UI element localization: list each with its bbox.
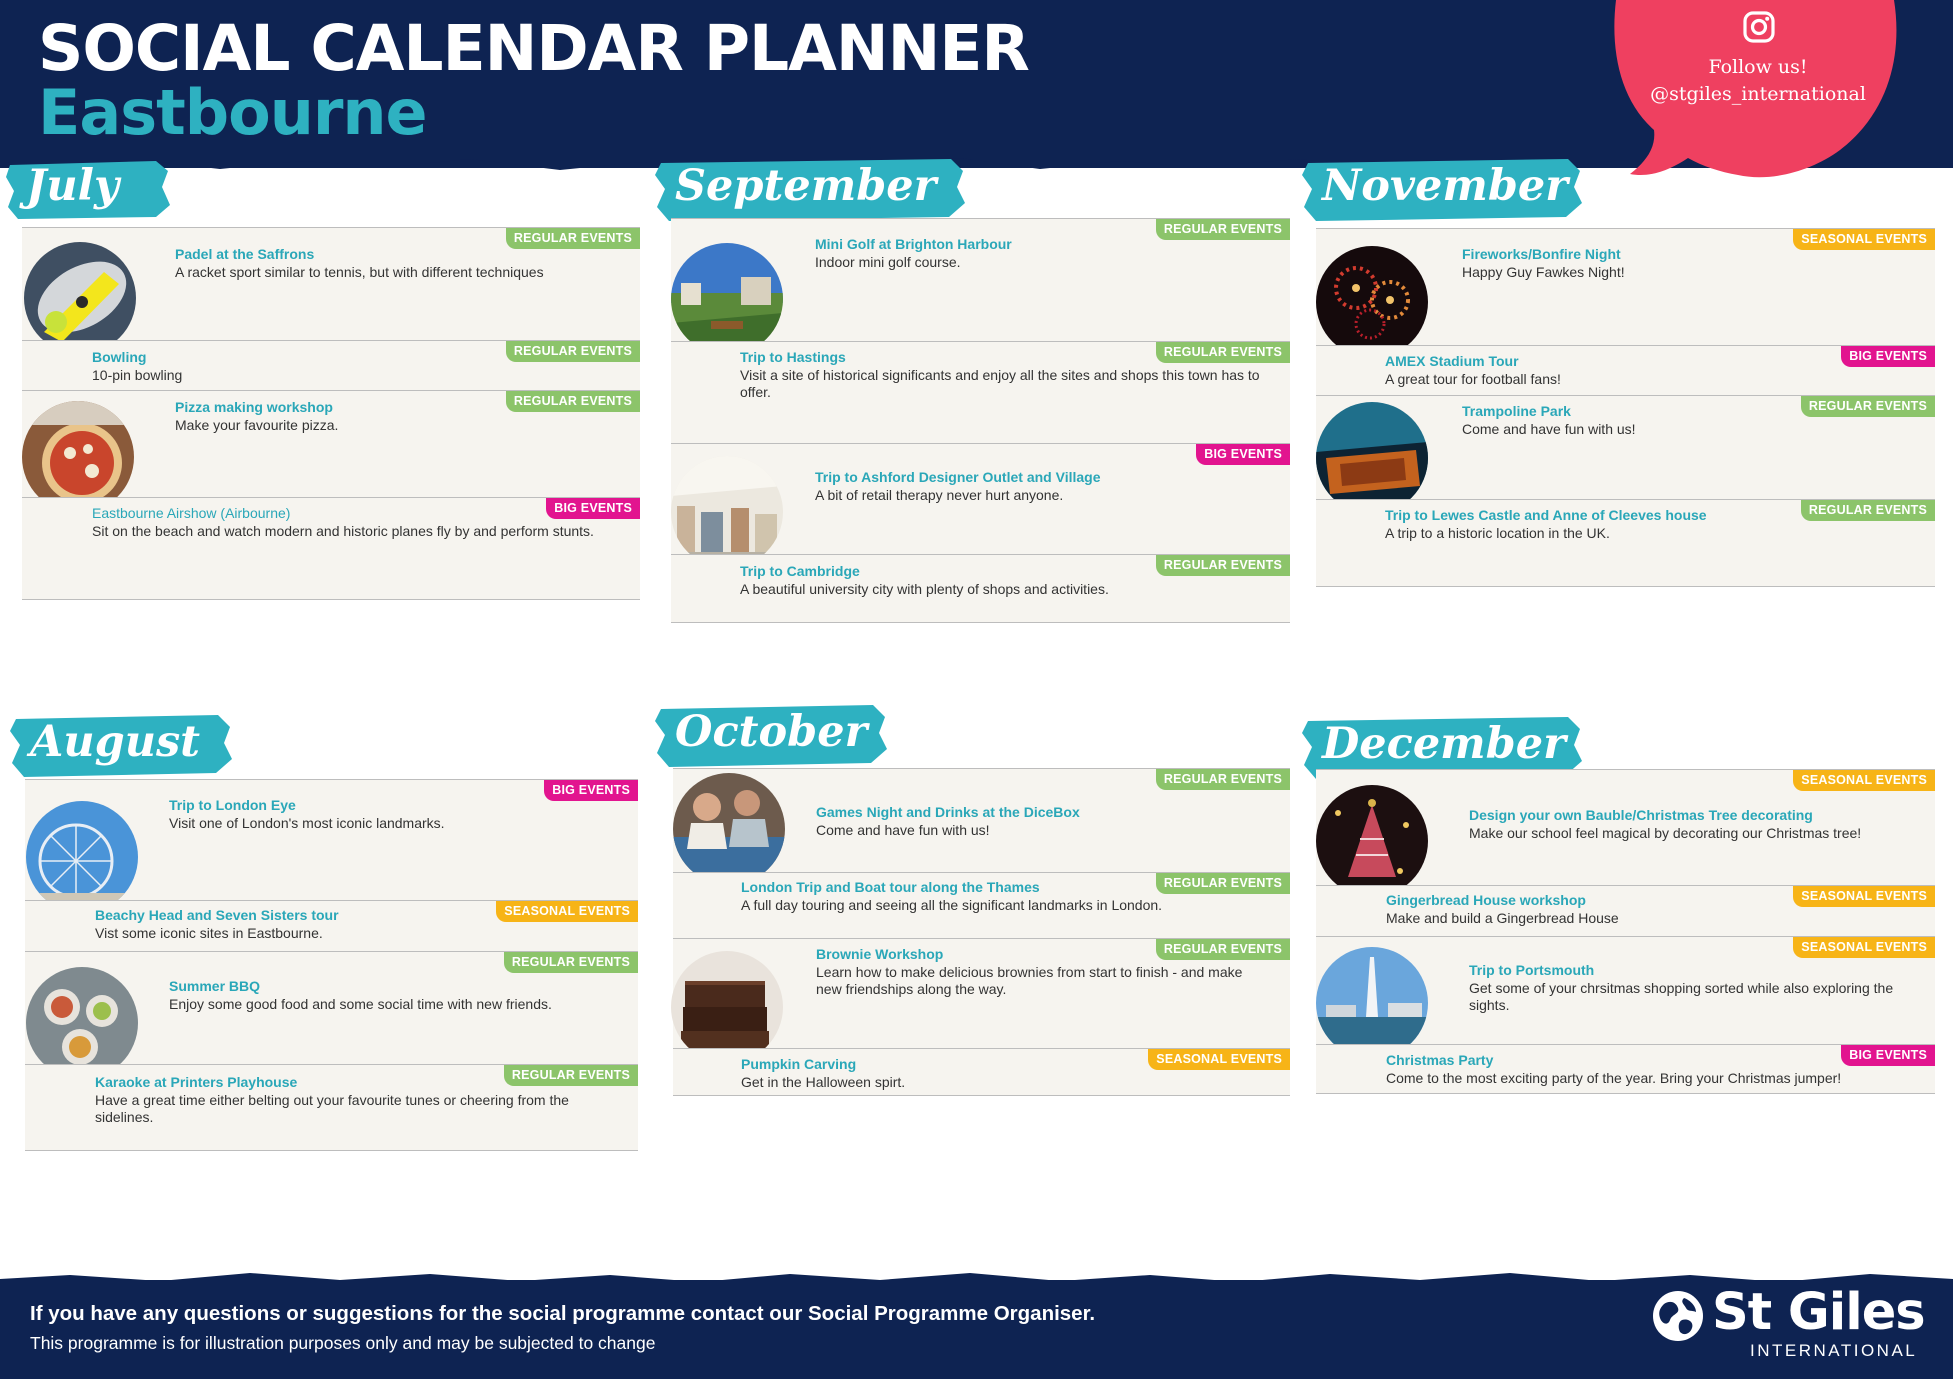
- event-title: Bowling: [92, 349, 147, 365]
- month-title-july: [6, 157, 170, 223]
- event-badge: SEASONAL EVENTS: [1793, 886, 1935, 907]
- event-description: Come and have fun with us!: [1462, 421, 1636, 437]
- event-badge: REGULAR EVENTS: [506, 341, 640, 362]
- outlet-photo: [671, 456, 783, 568]
- event-title: Trip to Lewes Castle and Anne of Cleeves house: [1385, 507, 1707, 523]
- event-description: 10-pin bowling: [92, 367, 183, 383]
- event-title: Beachy Head and Seven Sisters tour: [95, 907, 339, 923]
- follow-us-text[interactable]: [1625, 54, 1891, 108]
- event-description: A great tour for football fans!: [1385, 371, 1561, 387]
- event-title: Trampoline Park: [1462, 403, 1571, 419]
- follow-us-label: Follow us!: [1708, 56, 1808, 78]
- event-badge: REGULAR EVENTS: [504, 952, 638, 973]
- event-card-fireworks[interactable]: [1316, 228, 1935, 345]
- games-night-photo: [673, 773, 785, 885]
- event-description: A full day touring and seeing all the significant landmarks in London.: [741, 897, 1163, 913]
- event-card-lewes[interactable]: [1316, 499, 1935, 587]
- event-title: Eastbourne Airshow (Airbourne): [92, 505, 291, 521]
- event-description: Make and build a Gingerbread House: [1386, 910, 1619, 926]
- mini-golf-photo: [671, 243, 783, 355]
- event-description: Come to the most exciting party of the year. Bring your Christmas jumper!: [1386, 1070, 1842, 1086]
- event-badge: BIG EVENTS: [1841, 346, 1935, 367]
- event-card-hastings[interactable]: [671, 341, 1290, 443]
- event-title: Pizza making workshop: [175, 399, 333, 415]
- event-card-pizza[interactable]: [22, 390, 640, 497]
- event-card-thames-boat[interactable]: [673, 872, 1290, 938]
- event-badge: REGULAR EVENTS: [1156, 939, 1290, 960]
- event-description: Get in the Halloween spirt.: [741, 1074, 906, 1090]
- month-label: July: [26, 161, 119, 211]
- event-description: Indoor mini golf course.: [815, 254, 961, 270]
- event-card-pumpkin[interactable]: [673, 1048, 1290, 1096]
- event-description: A beautiful university city with plenty of shops and activities.: [740, 581, 1109, 597]
- month-label: November: [1322, 161, 1568, 211]
- month-label: September: [675, 161, 937, 211]
- event-card-mini-golf[interactable]: [671, 218, 1290, 341]
- event-card-cambridge[interactable]: [671, 554, 1290, 623]
- event-badge: SEASONAL EVENTS: [1793, 770, 1935, 791]
- event-description: Vist some iconic sites in Eastbourne.: [95, 925, 323, 941]
- event-title: Padel at the Saffrons: [175, 246, 315, 262]
- padel-racket-photo: [24, 242, 136, 354]
- month-title-september: [655, 157, 965, 223]
- footer-disclaimer: This programme is for illustration purposes only and may be subjected to change: [30, 1333, 656, 1353]
- event-title: Fireworks/Bonfire Night: [1462, 246, 1621, 262]
- event-title: Brownie Workshop: [816, 946, 944, 962]
- footer-contact-text: If you have any questions or suggestions for the social programme contact our Social Programme Organiser.: [30, 1302, 1096, 1325]
- event-title: Summer BBQ: [169, 978, 261, 994]
- event-title: Design your own Bauble/Christmas Tree decorating: [1469, 807, 1813, 823]
- portsmouth-photo: [1316, 947, 1428, 1059]
- bauble-photo: [1316, 785, 1428, 897]
- event-card-trampoline[interactable]: [1316, 395, 1935, 499]
- london-eye-photo: [26, 801, 138, 913]
- event-badge: REGULAR EVENTS: [504, 1065, 638, 1086]
- event-badge: BIG EVENTS: [1841, 1045, 1935, 1066]
- event-title: Trip to Portsmouth: [1469, 962, 1595, 978]
- event-description: Make our school feel magical by decorating our Christmas tree!: [1469, 825, 1862, 841]
- event-description: A racket sport similar to tennis, but with different techniques: [175, 264, 544, 280]
- event-badge: BIG EVENTS: [1196, 444, 1290, 465]
- event-badge: REGULAR EVENTS: [1156, 769, 1290, 790]
- month-label: August: [30, 717, 201, 767]
- event-description: Enjoy some good food and some social time with new friends.: [169, 996, 552, 1012]
- event-card-gingerbread[interactable]: [1316, 885, 1935, 936]
- event-card-bowling[interactable]: [22, 340, 640, 390]
- event-badge: REGULAR EVENTS: [1156, 342, 1290, 363]
- st-giles-logo[interactable]: St Giles: [1712, 1283, 1925, 1342]
- event-description: Come and have fun with us!: [816, 822, 990, 838]
- fireworks-photo: [1316, 246, 1428, 358]
- event-title: London Trip and Boat tour along the Thames: [741, 879, 1040, 895]
- event-badge: BIG EVENTS: [546, 498, 640, 519]
- event-card-london-eye[interactable]: [25, 779, 638, 900]
- event-description: Make your favourite pizza.: [175, 417, 339, 433]
- page-subtitle: Eastbourne: [38, 76, 427, 149]
- instagram-icon[interactable]: [1742, 10, 1776, 44]
- event-badge: REGULAR EVENTS: [506, 391, 640, 412]
- event-card-ashford[interactable]: [671, 443, 1290, 554]
- month-title-august: [10, 713, 232, 779]
- event-badge: SEASONAL EVENTS: [496, 901, 638, 922]
- page-title: SOCIAL CALENDAR PLANNER: [38, 12, 1029, 85]
- event-title: Karaoke at Printers Playhouse: [95, 1074, 298, 1090]
- event-badge: REGULAR EVENTS: [1156, 555, 1290, 576]
- event-description: Learn how to make delicious brownies from start to finish - and make new friendships along the way.: [816, 964, 1243, 997]
- event-card-karaoke[interactable]: [25, 1064, 638, 1151]
- event-description: Have a great time either belting out your favourite tunes or cheering from the sidelines.: [95, 1092, 569, 1125]
- event-card-summer-bbq[interactable]: [25, 951, 638, 1064]
- event-description: Sit on the beach and watch modern and historic planes fly by and perform stunts.: [92, 523, 594, 539]
- event-title: Trip to Hastings: [740, 349, 846, 365]
- event-description: A trip to a historic location in the UK.: [1385, 525, 1610, 541]
- event-description: Visit one of London's most iconic landmarks.: [169, 815, 445, 831]
- month-title-november: [1302, 157, 1582, 223]
- brownies-photo: [671, 951, 783, 1063]
- event-card-padel[interactable]: [22, 227, 640, 340]
- event-card-airshow[interactable]: [22, 497, 640, 600]
- event-badge: BIG EVENTS: [544, 780, 638, 801]
- event-badge: SEASONAL EVENTS: [1793, 937, 1935, 958]
- event-title: Games Night and Drinks at the DiceBox: [816, 804, 1080, 820]
- event-title: Christmas Party: [1386, 1052, 1494, 1068]
- event-description: Visit a site of historical significants and enjoy all the sites and shops this town has to offer.: [740, 367, 1260, 400]
- event-badge: REGULAR EVENTS: [506, 228, 640, 249]
- event-card-beachy-head[interactable]: [25, 900, 638, 951]
- event-title: Trip to Ashford Designer Outlet and Village: [815, 469, 1101, 485]
- event-card-games-night[interactable]: [673, 768, 1290, 872]
- bbq-photo: [26, 967, 138, 1079]
- event-card-christmas-party[interactable]: [1316, 1044, 1935, 1094]
- event-badge: REGULAR EVENTS: [1801, 396, 1935, 417]
- trampoline-photo: [1316, 402, 1428, 514]
- event-card-bauble[interactable]: [1316, 769, 1935, 885]
- event-card-brownie[interactable]: [673, 938, 1290, 1048]
- globe-icon: [1650, 1288, 1706, 1344]
- st-giles-logo-subtitle: INTERNATIONAL: [1750, 1341, 1918, 1360]
- event-card-amex[interactable]: [1316, 345, 1935, 395]
- month-label: December: [1322, 719, 1566, 769]
- event-card-portsmouth[interactable]: [1316, 936, 1935, 1044]
- instagram-handle[interactable]: @stgiles_international: [1650, 83, 1866, 105]
- event-title: Trip to Cambridge: [740, 563, 860, 579]
- event-title: Pumpkin Carving: [741, 1056, 857, 1072]
- event-badge: REGULAR EVENTS: [1156, 219, 1290, 240]
- event-title: Trip to London Eye: [169, 797, 296, 813]
- event-description: Get some of your chrsitmas shopping sorted while also exploring the sights.: [1469, 980, 1894, 1013]
- event-description: Happy Guy Fawkes Night!: [1462, 264, 1625, 280]
- month-title-october: [655, 703, 887, 769]
- event-badge: REGULAR EVENTS: [1801, 500, 1935, 521]
- event-title: Mini Golf at Brighton Harbour: [815, 236, 1012, 252]
- month-label: October: [675, 707, 868, 757]
- event-title: Gingerbread House workshop: [1386, 892, 1586, 908]
- event-title: AMEX Stadium Tour: [1385, 353, 1519, 369]
- event-badge: SEASONAL EVENTS: [1793, 229, 1935, 250]
- event-description: A bit of retail therapy never hurt anyone.: [815, 487, 1064, 503]
- event-badge: REGULAR EVENTS: [1156, 873, 1290, 894]
- event-badge: SEASONAL EVENTS: [1148, 1049, 1290, 1070]
